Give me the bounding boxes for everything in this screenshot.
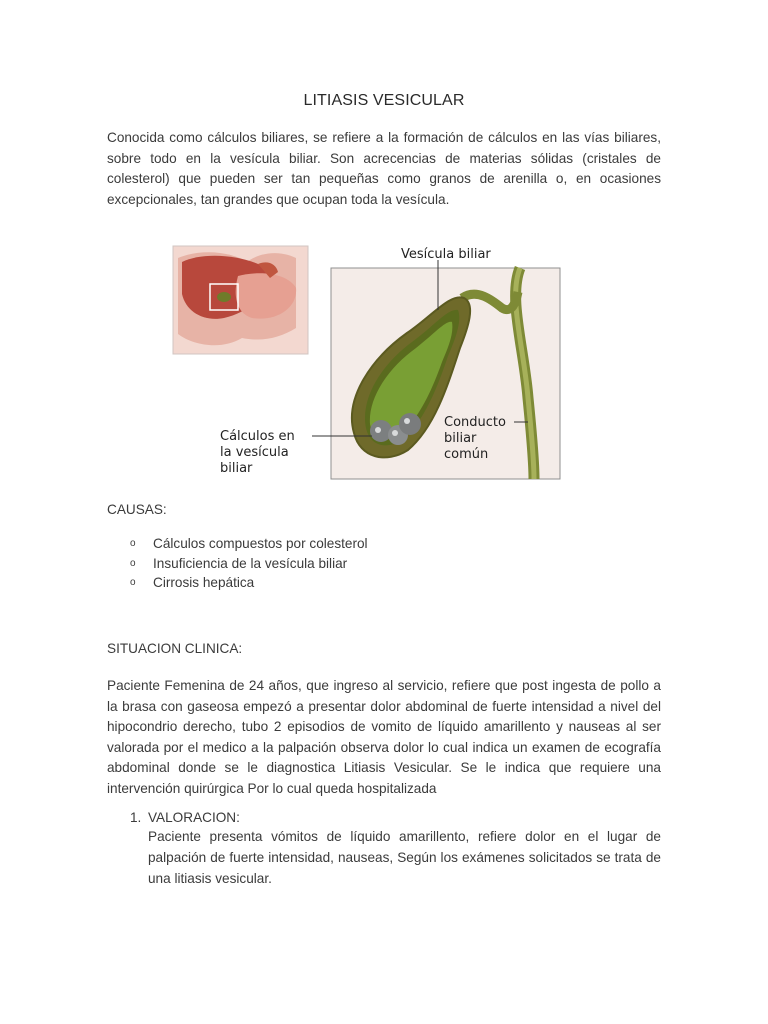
label-calculos-line2: la vesícula xyxy=(220,445,289,460)
causas-list xyxy=(130,534,368,593)
bullet-circle-icon: o xyxy=(130,577,136,588)
label-calculos-line3: biliar xyxy=(220,461,253,476)
bullet-circle-icon: o xyxy=(130,538,136,549)
list-item-text: Insuficiencia de la vesícula biliar xyxy=(153,555,348,571)
list-item-text: Cálculos compuestos por colesterol xyxy=(153,536,368,551)
label-conducto-line3: común xyxy=(444,447,489,462)
list-item xyxy=(130,554,368,574)
label-vesicula-biliar: Vesícula biliar xyxy=(401,247,491,262)
gallbladder-illustration xyxy=(172,238,572,484)
valoracion-paragraph: Paciente presenta vómitos de líquido amarillento, refiere dolor en el lugar de palpación de fuerte intensidad, nauseas, Según los exámenes solicitados se trata de una litiasis vesicular. xyxy=(148,829,661,886)
list-item xyxy=(130,534,368,554)
label-calculos-line1: Cálculos en xyxy=(220,429,295,444)
list-item xyxy=(130,573,368,593)
valoracion-number: 1. xyxy=(130,810,142,825)
valoracion-heading: VALORACION: xyxy=(148,810,240,825)
label-conducto-line1: Conducto xyxy=(444,415,506,430)
causas-heading: CAUSAS: xyxy=(107,502,167,517)
situacion-heading: SITUACION CLINICA: xyxy=(107,641,243,656)
list-item-text: Cirrosis hepática xyxy=(153,575,255,590)
page-title: LITIASIS VESICULAR xyxy=(303,92,465,109)
situacion-paragraph: Paciente Femenina de 24 años, que ingreso al servicio, refiere que post ingesta de pollo a la brasa con gaseosa empezó a presentar dolor abdominal de fuerte intensidad a nivel del hipocondrio derecho, tubo 2 episodios de vomito de líquido amarillento y nauseas al ser valorada por el medico a la palpación observa dolor lo cual indica un examen de ecografía abdominal donde se le diagnostica Litiasis Vesicular. Se le indica que requiere una intervención quirúrgica Por lo cual queda hospitalizada xyxy=(107,678,661,796)
label-conducto-line2: biliar xyxy=(444,431,477,446)
torso-inset-image xyxy=(173,246,308,354)
bullet-circle-icon: o xyxy=(130,557,136,569)
intro-paragraph: Conocida como cálculos biliares, se refiere a la formación de cálculos en las vías biliares, sobre todo en la vesícula biliar. Son acrecencias de materias sólidas (cristales de colesterol) que pueden ser tan pequeñas como granos de arenilla o, en ocasiones excepcionales, tan grandes que ocupan toda la vesícula. xyxy=(107,130,661,207)
